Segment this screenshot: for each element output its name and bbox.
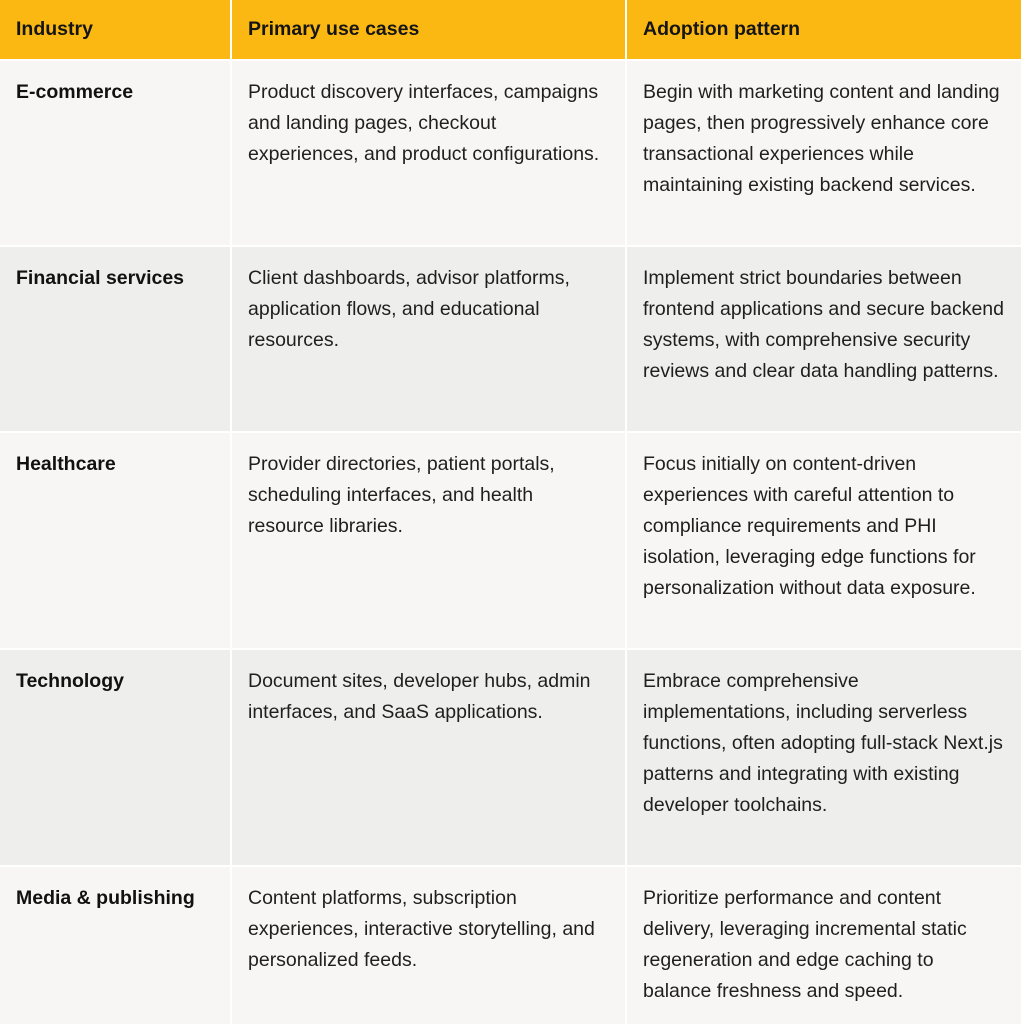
- adoption-cell: Focus initially on content-driven experiences with careful attention to compliance requirements and PHI isolation, leveraging edge functions for personalization without data exposure.: [626, 432, 1021, 649]
- table-row: [0, 432, 1021, 649]
- header-row: [0, 0, 1021, 60]
- table-row: [0, 246, 1021, 432]
- table-header: [0, 0, 1021, 60]
- table-body: [0, 60, 1021, 1024]
- adoption-cell: Begin with marketing content and landing pages, then progressively enhance core transactional experiences while maintaining existing backend services.: [626, 60, 1021, 246]
- use-cases-cell: Client dashboards, advisor platforms, application flows, and educational resources.: [231, 246, 626, 432]
- header-adoption-pattern: Adoption pattern: [626, 0, 1021, 60]
- use-cases-cell: Content platforms, subscription experiences, interactive storytelling, and personalized feeds.: [231, 866, 626, 1024]
- table-row: [0, 649, 1021, 866]
- industry-cell: E-commerce: [0, 60, 231, 246]
- use-cases-cell: Provider directories, patient portals, scheduling interfaces, and health resource libraries.: [231, 432, 626, 649]
- adoption-cell: Prioritize performance and content delivery, leveraging incremental static regeneration and edge caching to balance freshness and speed.: [626, 866, 1021, 1024]
- industry-cell: Healthcare: [0, 432, 231, 649]
- header-industry: Industry: [0, 0, 231, 60]
- industry-cell: Technology: [0, 649, 231, 866]
- use-cases-cell: Document sites, developer hubs, admin interfaces, and SaaS applications.: [231, 649, 626, 866]
- table-row: [0, 866, 1021, 1024]
- adoption-cell: Implement strict boundaries between frontend applications and secure backend systems, with comprehensive security reviews and clear data handling patterns.: [626, 246, 1021, 432]
- header-primary-use-cases: Primary use cases: [231, 0, 626, 60]
- table-row: [0, 60, 1021, 246]
- industry-cell: Media & publishing: [0, 866, 231, 1024]
- industry-cell: Financial services: [0, 246, 231, 432]
- use-cases-cell: Product discovery interfaces, campaigns and landing pages, checkout experiences, and product configurations.: [231, 60, 626, 246]
- adoption-cell: Embrace comprehensive implementations, including serverless functions, often adopting full-stack Next.js patterns and integrating with existing developer toolchains.: [626, 649, 1021, 866]
